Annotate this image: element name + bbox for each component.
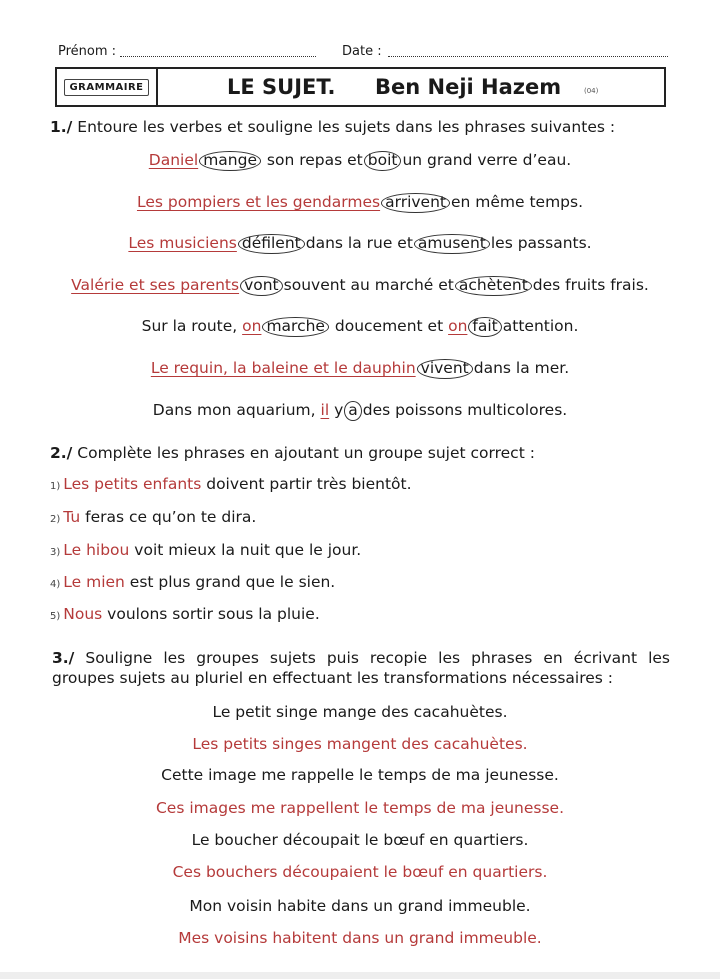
exercise-3-text-line1: Souligne les groupes sujets puis recopie les phrases en écrivant les	[74, 649, 670, 667]
prenom-field	[120, 56, 316, 57]
underlined-subject: il	[320, 401, 330, 419]
exercise-1-sentence	[0, 359, 720, 379]
underlined-subject: Daniel	[148, 151, 199, 169]
exercise-1-sentence	[0, 401, 720, 421]
plural-answer: Mes voisins habitent dans un grand immeuble.	[178, 929, 542, 947]
exercise-1-sentence	[0, 151, 720, 171]
sentence-text: doucement et	[329, 317, 449, 335]
title-box	[55, 67, 666, 107]
circled-verb: vivent	[417, 359, 473, 379]
plural-answer: Ces images me rappellent le temps de ma jeunesse.	[155, 799, 565, 817]
sentence-text: des fruits frais.	[532, 276, 649, 294]
original-sentence: Cette image me rappelle le temps de ma jeunesse.	[161, 766, 559, 784]
prenom-label: Prénom :	[58, 44, 117, 59]
exercise-2-item	[50, 573, 335, 591]
sentence-rest: doivent partir très bientôt.	[201, 475, 412, 493]
exercise-3-text-line2: groupes sujets au pluriel en effectuant les transformations nécessaires :	[52, 669, 614, 688]
underlined-subject: Valérie et ses parents	[71, 276, 240, 294]
sentence-text: attention.	[502, 317, 579, 335]
plural-answer: Ces bouchers découpaient le bœuf en quartiers.	[172, 863, 548, 881]
grammaire-tag	[57, 69, 158, 105]
sentence-text: des poissons multicolores.	[362, 401, 568, 419]
exercise-1-sentence	[0, 276, 720, 296]
circled-verb: achètent	[455, 276, 532, 296]
circled-verb: fait	[468, 317, 501, 337]
exercise-1-number: 1./	[50, 118, 73, 136]
underlined-subject: Les musiciens	[128, 234, 237, 252]
exercise-1-instruction	[50, 117, 670, 137]
sentence-text: en même temps.	[450, 193, 584, 211]
sentence-text: souvent au marché et	[283, 276, 454, 294]
exercise-3-number: 3./	[52, 649, 75, 667]
sentence-text: Sur la route,	[141, 317, 243, 335]
circled-verb: boit	[364, 151, 402, 171]
exercise-1-text: Entoure les verbes et souligne les sujets dans les phrases suivantes :	[72, 118, 616, 136]
original-sentence: Mon voisin habite dans un grand immeuble.	[189, 897, 531, 915]
sentence-text: dans la rue et	[305, 234, 413, 252]
subject-answer: Tu	[63, 508, 81, 526]
exercise-2-instruction	[50, 443, 670, 463]
grammaire-label: GRAMMAIRE	[64, 79, 148, 96]
worksheet-code: (04)	[584, 87, 599, 95]
exercise-2-number: 2./	[50, 444, 73, 462]
sentence-text: y	[329, 401, 344, 419]
sentence-rest: est plus grand que le sien.	[124, 573, 336, 591]
circled-verb: défilent	[238, 234, 305, 254]
subject-answer: Le hibou	[63, 541, 130, 559]
subject-answer: Nous	[63, 605, 103, 623]
page-bottom-edge	[0, 972, 720, 979]
item-number: 1)	[50, 481, 61, 492]
circled-verb: arrivent	[381, 193, 450, 213]
item-number: 4)	[50, 579, 61, 590]
circled-verb: amusent	[414, 234, 490, 254]
circled-verb: mange	[199, 151, 261, 171]
item-number: 2)	[50, 514, 61, 525]
author-name: Ben Neji Hazem	[375, 75, 562, 99]
underlined-subject: on	[242, 317, 262, 335]
exercise-2-item	[50, 508, 256, 526]
sentence-text: un grand verre d’eau.	[402, 151, 572, 169]
underlined-subject: Les pompiers et les gendarmes	[136, 193, 381, 211]
underlined-subject: Le requin, la baleine et le dauphin	[150, 359, 416, 377]
worksheet-title: LE SUJET.	[227, 75, 336, 99]
sentence-rest: voit mieux la nuit que le jour.	[129, 541, 362, 559]
circled-verb: vont	[240, 276, 283, 296]
header-row	[58, 44, 668, 62]
exercise-3-instruction	[52, 648, 670, 688]
sentence-rest: feras ce qu’on te dira.	[80, 508, 257, 526]
sentence-text: dans la mer.	[473, 359, 570, 377]
exercise-1-sentence	[0, 317, 720, 337]
item-number: 3)	[50, 547, 61, 558]
exercise-1-sentence	[0, 234, 720, 254]
sentence-text: son repas et	[261, 151, 363, 169]
exercise-2-item	[50, 605, 320, 623]
underlined-subject: on	[448, 317, 468, 335]
subject-answer: Le mien	[63, 573, 125, 591]
sentence-text: Dans mon aquarium,	[152, 401, 321, 419]
date-label: Date :	[342, 44, 382, 59]
date-field	[388, 56, 668, 57]
plural-answer: Les petits singes mangent des cacahuètes.	[192, 735, 528, 753]
exercise-1-sentence	[0, 193, 720, 213]
exercise-2-text: Complète les phrases en ajoutant un groupe sujet correct :	[72, 444, 535, 462]
sentence-rest: voulons sortir sous la pluie.	[102, 605, 320, 623]
exercise-2-item	[50, 541, 361, 559]
original-sentence: Le petit singe mange des cacahuètes.	[212, 703, 508, 721]
exercise-2-item	[50, 475, 412, 493]
item-number: 5)	[50, 611, 61, 622]
circled-verb: marche	[262, 317, 329, 337]
sentence-text: les passants.	[490, 234, 592, 252]
original-sentence: Le boucher découpait le bœuf en quartiers.	[191, 831, 529, 849]
circled-verb: a	[344, 401, 362, 421]
subject-answer: Les petits enfants	[63, 475, 202, 493]
